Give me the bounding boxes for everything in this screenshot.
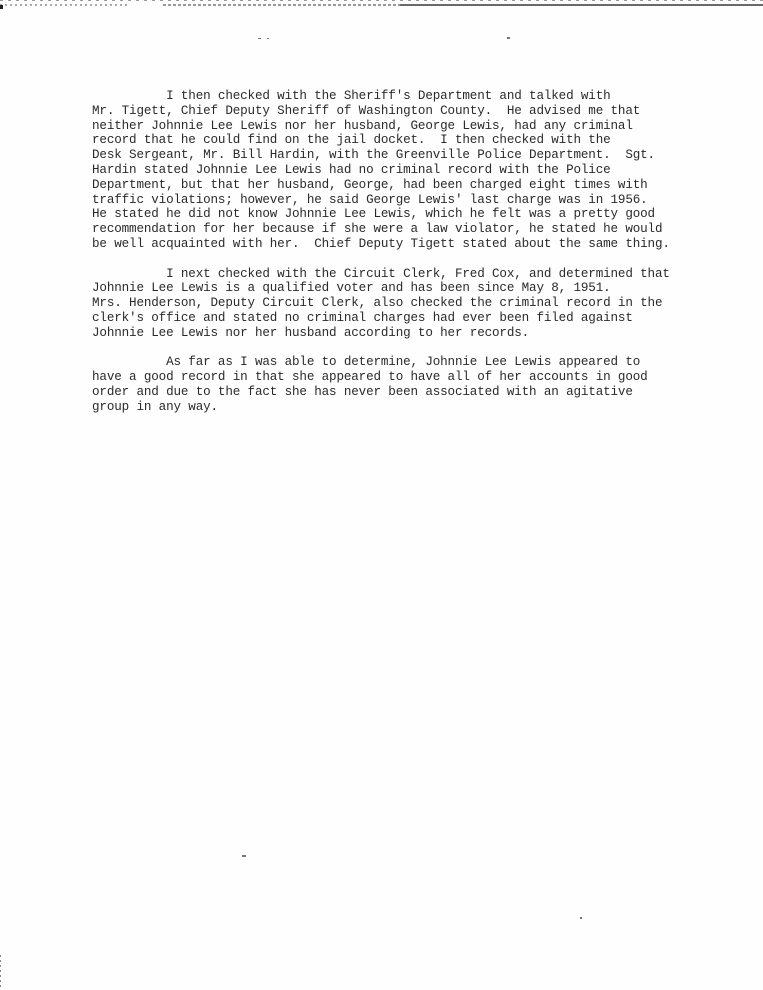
text-line: Desk Sergeant, Mr. Bill Hardin, with the Greenville Police Department. Sgt.	[92, 148, 655, 163]
text-line: Mrs. Henderson, Deputy Circuit Clerk, also checked the criminal record in the	[92, 296, 663, 311]
scan-speck	[258, 38, 261, 39]
text-line: record that he could find on the jail docket. I then checked with the	[92, 133, 611, 148]
edge-artifact	[163, 4, 403, 6]
paragraph-conclusion	[92, 355, 692, 414]
text-line: As far as I was able to determine, Johnnie Lee Lewis appeared to	[92, 355, 641, 370]
text-line: Department, but that her husband, George, had been charged eight times with	[92, 177, 648, 192]
scan-speck	[242, 855, 246, 857]
text-line: traffic violations; however, he said George Lewis' last charge was in 1956.	[92, 192, 648, 207]
edge-artifact	[0, 4, 130, 6]
scan-speck	[507, 37, 510, 39]
edge-artifact	[400, 4, 763, 6]
scan-mark	[0, 5, 3, 9]
text-line: neither Johnnie Lee Lewis nor her husband, George Lewis, had any criminal	[92, 118, 633, 133]
document-body	[92, 89, 692, 429]
text-line: I then checked with the Sheriff's Department and talked with	[92, 89, 611, 103]
text-line: Mr. Tigett, Chief Deputy Sheriff of Washington County. He advised me that	[92, 103, 641, 118]
text-line: Johnnie Lee Lewis is a qualified voter and has been since May 8, 1951.	[92, 281, 611, 296]
text-line: I next checked with the Circuit Clerk, Fred Cox, and determined that	[92, 266, 670, 281]
scan-left-edge	[0, 955, 1, 990]
text-line: order and due to the fact she has never been associated with an agitative	[92, 384, 633, 399]
text-line: be well acquainted with her. Chief Deputy Tigett stated about the same thing.	[92, 236, 670, 251]
paragraph-circuit-clerk	[92, 267, 692, 341]
text-line: recommendation for her because if she were a law violator, he stated he would	[92, 222, 663, 237]
scan-speck	[580, 917, 582, 919]
scan-speck	[267, 38, 269, 39]
text-line: He stated he did not know Johnnie Lee Lewis, which he felt was a pretty good	[92, 207, 655, 222]
scan-top-edge	[0, 0, 763, 8]
text-line: group in any way.	[92, 399, 218, 414]
text-line: Johnnie Lee Lewis nor her husband according to her records.	[92, 325, 530, 340]
perforation-dots	[0, 0, 763, 1]
text-line: Hardin stated Johnnie Lee Lewis had no criminal record with the Police	[92, 162, 611, 177]
paragraph-sheriff-check	[92, 89, 692, 252]
text-line: clerk's office and stated no criminal charges had ever been filed against	[92, 310, 633, 325]
text-line: have a good record in that she appeared to have all of her accounts in good	[92, 370, 648, 385]
